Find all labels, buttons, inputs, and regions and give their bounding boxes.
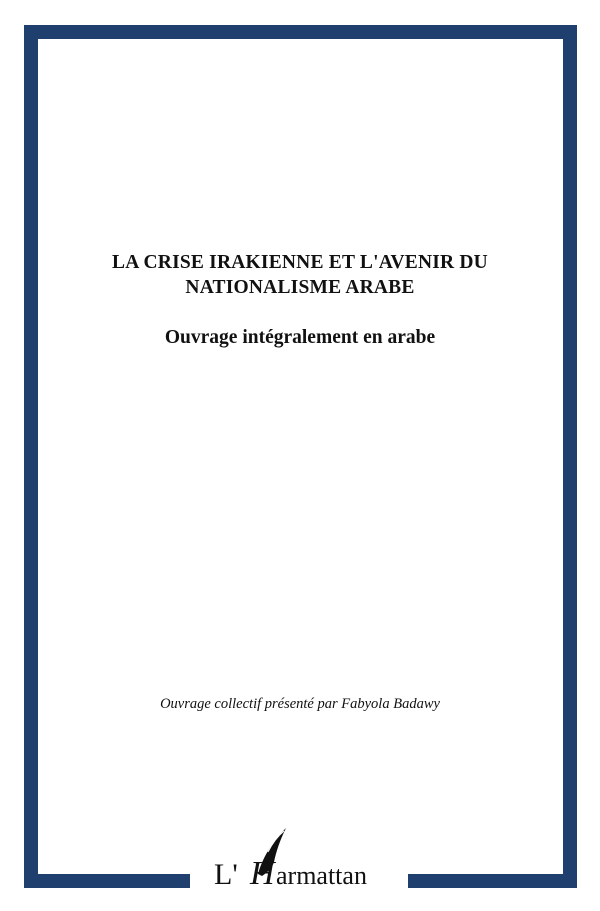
cover-frame [24, 25, 577, 888]
logo-letter-h: H [250, 855, 275, 892]
book-title [60, 250, 540, 300]
author-byline: Ouvrage collectif présenté par Fabyola Badawy [160, 696, 440, 712]
publisher-logo [210, 822, 395, 892]
harmattan-logo-icon [210, 822, 395, 892]
book-subtitle: Ouvrage intégralement en arabe [164, 327, 436, 348]
book-title-line-2: NATIONALISME ARABE [185, 277, 415, 298]
book-title-line-1: LA CRISE IRAKIENNE ET L'AVENIR DU [112, 252, 488, 273]
logo-wordmark: armattan [276, 861, 367, 890]
logo-letter-l: L' [214, 858, 238, 891]
